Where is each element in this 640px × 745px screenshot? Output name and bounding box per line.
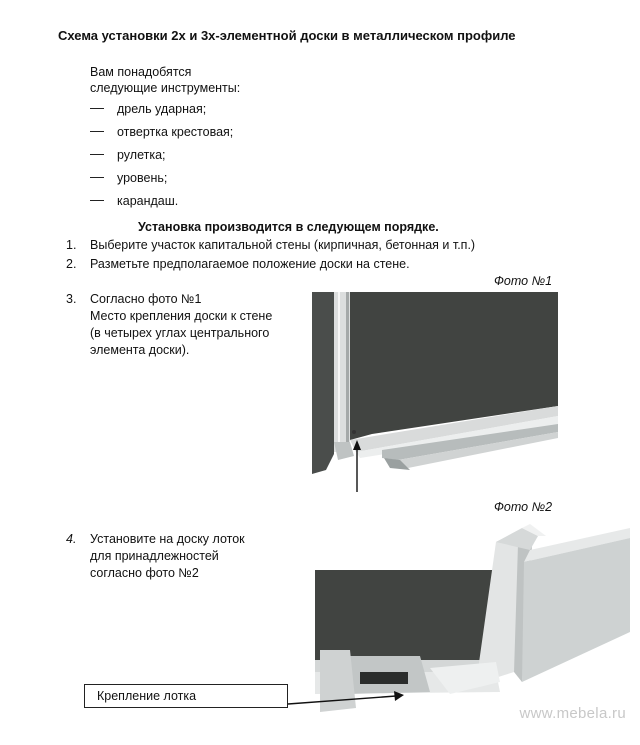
step-text-line: для принадлежностей (90, 549, 219, 563)
photo-2-caption: Фото №2 (494, 500, 553, 514)
tools-intro-line-1: Вам понадобятся (90, 65, 192, 79)
tool-label: уровень; (117, 170, 168, 185)
step-number: 3. (66, 292, 77, 306)
tools-list (90, 97, 233, 212)
step-number: 2. (66, 257, 77, 271)
order-heading: Установка производится в следующем порядке. (138, 220, 439, 234)
dash-bullet-icon (90, 200, 104, 201)
photo-1-board-corner (312, 292, 558, 492)
step-text-line: (в четырех углах центрального (90, 326, 270, 340)
step-text-line: элемента доски). (90, 343, 190, 357)
tools-list-item (90, 97, 233, 120)
tools-list-item (90, 143, 233, 166)
photo-1-caption: Фото №1 (494, 274, 553, 288)
tools-list-item (90, 120, 233, 143)
tools-list-item (90, 189, 233, 212)
site-watermark: www.mebela.ru (519, 705, 626, 722)
step-number: 1. (66, 238, 77, 252)
step-text-line: Установите на доску лоток (90, 532, 245, 546)
step-text-line: согласно фото №2 (90, 566, 199, 580)
tool-label: отвертка крестовая; (117, 124, 234, 139)
fastening-label-box: Крепление лотка (84, 684, 288, 708)
tool-label: дрель ударная; (117, 101, 207, 116)
step-2 (66, 256, 410, 273)
tool-label: карандаш. (117, 193, 179, 208)
step-number: 4. (66, 532, 77, 546)
tools-intro (90, 64, 240, 96)
step-text-line: Согласно фото №1 (90, 292, 202, 306)
dash-bullet-icon (90, 108, 104, 109)
fastening-pointer-arrow (288, 682, 408, 712)
dash-bullet-icon (90, 154, 104, 155)
step-text: Разметьте предполагаемое положение доски на стене. (90, 257, 410, 271)
step-4 (66, 531, 245, 582)
tool-label: рулетка; (117, 147, 166, 162)
tools-list-item (90, 166, 233, 189)
dash-bullet-icon (90, 177, 104, 178)
step-3 (66, 291, 272, 359)
document-title: Схема установки 2х и 3х-элементной доски в металлическом профиле (58, 28, 516, 43)
tools-intro-line-2: следующие инструменты: (90, 81, 241, 95)
step-text-line: Место крепления доски к стене (90, 309, 273, 323)
step-text: Выберите участок капитальной стены (кирпичная, бетонная и т.п.) (90, 238, 476, 252)
step-1 (66, 237, 475, 254)
dash-bullet-icon (90, 131, 104, 132)
